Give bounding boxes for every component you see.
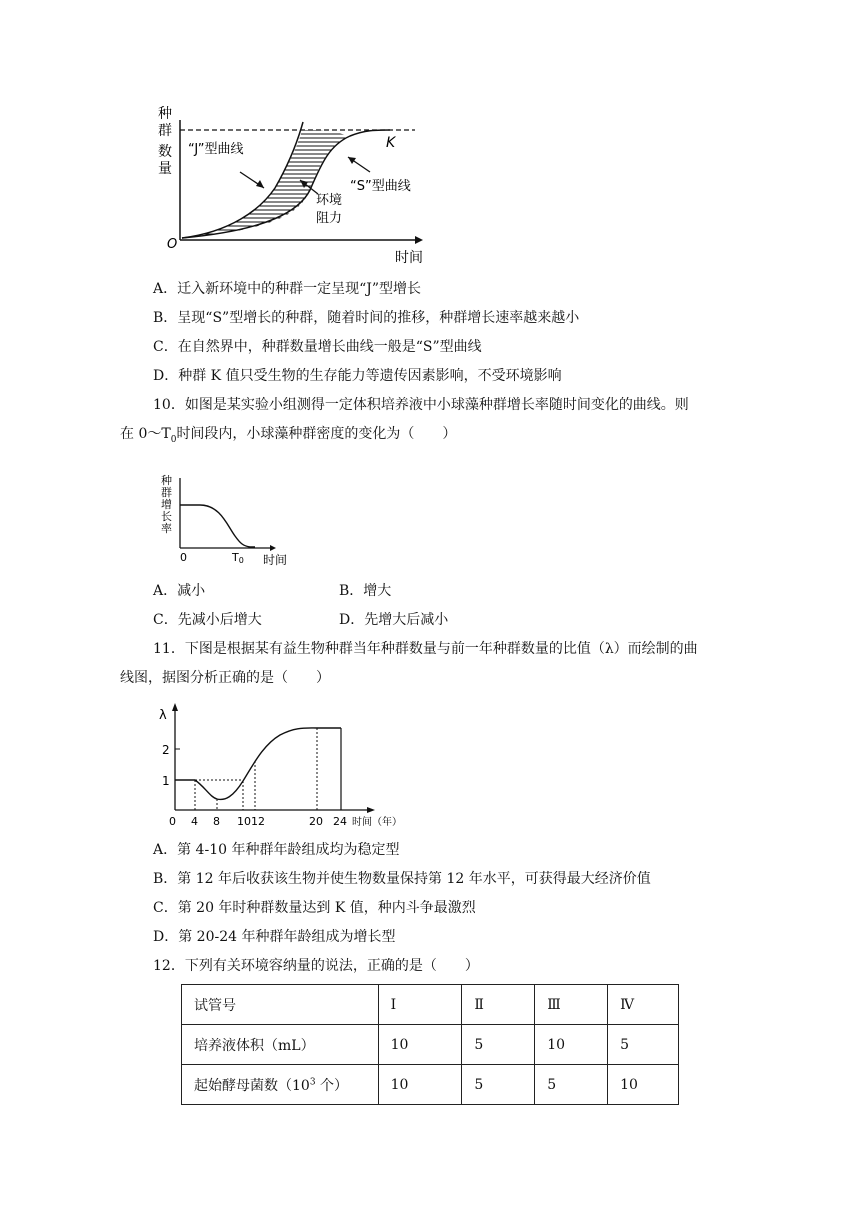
x-zero-label: 0 xyxy=(180,551,187,564)
y-label-1: 种 xyxy=(161,474,172,487)
figure-lambda-curve xyxy=(155,697,415,835)
y-tick-2: 2 xyxy=(162,743,170,757)
q11-option-c: C．第 20 年时种群数量达到 K 值，种内斗争最激烈 xyxy=(153,900,476,916)
table-cell: 5 xyxy=(462,1025,535,1065)
q9-option-d: D．种群 K 值只受生物的生存能力等遗传因素影响，不受环境影响 xyxy=(153,368,562,384)
y-label-2: 群 xyxy=(161,486,172,499)
q10-option-a: A．减小 xyxy=(153,583,206,599)
table-cell: 起始酵母菌数（$10^3$ 个） xyxy=(182,1065,379,1105)
x-tick-4: 4 xyxy=(191,815,198,828)
j-curve-label: “J”型曲线 xyxy=(188,142,244,157)
q10-option-d: D．先增大后减小 xyxy=(339,612,449,628)
q10-stem-line2: 在 $0\sim T_0$时间段内，小球藻种群密度的变化为（ ） xyxy=(120,426,457,445)
x-tick-8: 8 xyxy=(213,815,220,828)
table-row xyxy=(182,1065,679,1105)
x-tick-0: 0 xyxy=(169,815,176,828)
y-label-1: 种 xyxy=(158,106,172,122)
table-cell: 10 xyxy=(535,1025,608,1065)
x-tick-24: 24 xyxy=(333,815,347,828)
y-label-4: 长 xyxy=(161,510,172,523)
table-cell: Ⅱ xyxy=(462,985,535,1025)
resistance-label-2: 阻力 xyxy=(316,211,343,226)
q10-option-c: C．先减小后增大 xyxy=(153,612,262,628)
x-axis-label: 时间（年） xyxy=(352,817,402,828)
q9-option-c: C．在自然界中，种群数量增长曲线一般是“S”型曲线 xyxy=(153,339,482,355)
table-cell: 5 xyxy=(608,1025,679,1065)
origin-label: O xyxy=(167,237,178,252)
growth-rate-curve xyxy=(180,505,255,547)
y-label-5: 率 xyxy=(161,522,172,535)
q9-option-b: B．呈现“S”型增长的种群，随着时间的推移，种群增长速率越来越小 xyxy=(153,310,580,326)
table-cell: 5 xyxy=(535,1065,608,1105)
q10-option-b: B．增大 xyxy=(339,583,392,599)
q11-option-d: D．第 20-24 年种群年龄组成为增长型 xyxy=(153,929,396,945)
y-label-2: 群 xyxy=(158,123,172,139)
x-t0-label: T0 xyxy=(232,551,244,565)
q11-stem-line1: 11．下图是根据某有益生物种群当年种群数量与前一年种群数量的比值（λ）而绘制的曲 xyxy=(153,641,698,657)
k-label: K xyxy=(386,135,396,151)
figure-growth-rate xyxy=(155,470,300,570)
q11-stem-line2: 线图，据图分析正确的是（ ） xyxy=(120,670,330,686)
figure-population-growth-curves xyxy=(150,100,440,275)
q11-option-a: A．第 4-10 年种群年龄组成均为稳定型 xyxy=(153,842,400,858)
table-cell: 试管号 xyxy=(182,985,379,1025)
q9-option-a: A．迁入新环境中的种群一定呈现“J”型增长 xyxy=(153,281,422,297)
x-tick-20: 20 xyxy=(309,815,323,828)
table-cell: Ⅳ xyxy=(608,985,679,1025)
x-axis-label: 时间 xyxy=(395,250,423,266)
y-label-3: 增 xyxy=(161,498,172,511)
resistance-label-1: 环境 xyxy=(316,193,343,208)
y-label-3: 数 xyxy=(158,144,172,160)
table-cell: 培养液体积（mL） xyxy=(182,1025,379,1065)
q12-table xyxy=(181,984,679,1105)
x-tick-1012: 1012 xyxy=(237,815,265,828)
y-tick-1: 1 xyxy=(162,774,170,788)
table-header-row xyxy=(182,985,679,1025)
x-axis-label: 时间 xyxy=(263,553,288,567)
y-label-4: 量 xyxy=(158,161,172,177)
table-cell: 10 xyxy=(608,1065,679,1105)
lambda-curve xyxy=(175,728,341,800)
q11-option-b: B．第 12 年后收获该生物并使生物数量保持第 12 年水平，可获得最大经济价值 xyxy=(153,871,651,887)
table-cell: 5 xyxy=(462,1065,535,1105)
y-axis-label: λ xyxy=(159,708,167,723)
s-curve-label: “S”型曲线 xyxy=(350,179,411,194)
q12-stem: 12．下列有关环境容纳量的说法，正确的是（ ） xyxy=(153,958,479,974)
q10-stem-line1: 10．如图是某实验小组测得一定体积培养液中小球藻种群增长率随时间变化的曲线。则 xyxy=(153,397,689,413)
table-cell: 10 xyxy=(378,1025,462,1065)
table-cell: 10 xyxy=(378,1065,462,1105)
table-row xyxy=(182,1025,679,1065)
table-cell: Ⅰ xyxy=(378,985,462,1025)
table-cell: Ⅲ xyxy=(535,985,608,1025)
